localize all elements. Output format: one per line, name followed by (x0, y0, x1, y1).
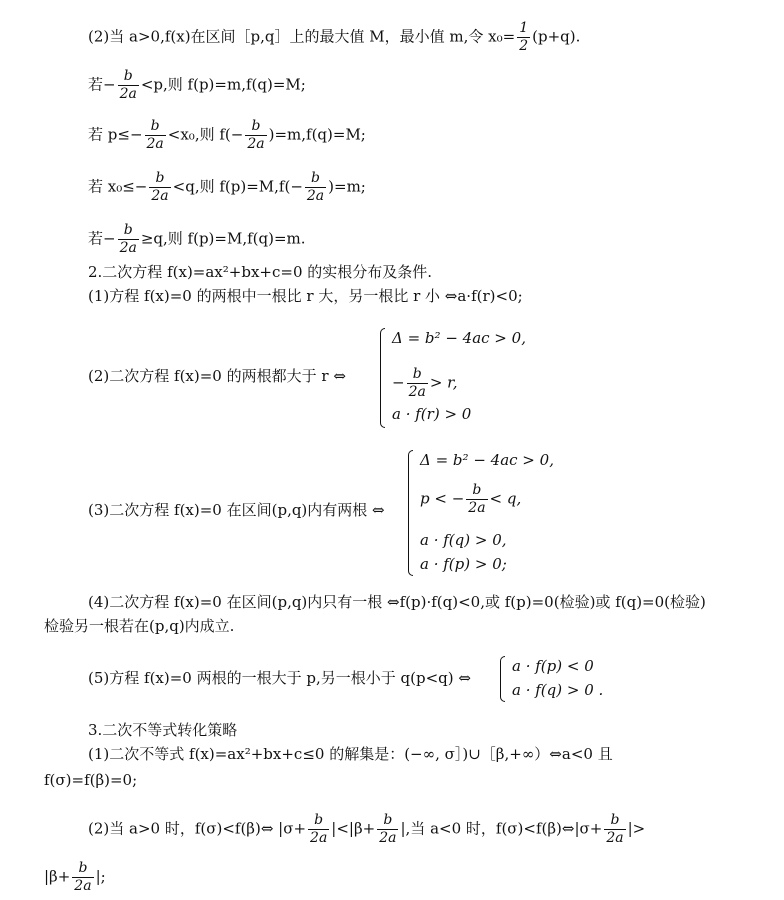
system-5: a · f(p) < 0 a · f(q) > 0 . (500, 654, 620, 704)
fraction-b-2a: $\frac{b}{2a}$ (310, 812, 328, 846)
line-15: |β+ $\frac{b}{2a}$ |; (44, 860, 106, 894)
line-13b: f(σ)=f(β)=0; (44, 771, 138, 789)
system-2: Δ = b² − 4ac > 0, − $\frac{b}{2a}$ > r, a · f(r) > 0 (380, 326, 560, 430)
fraction-b-2a: $\frac{b}{2a}$ (119, 222, 137, 256)
section-heading-3: 3.二次不等式转化策略 (88, 721, 238, 739)
fraction-half: $\frac{1}{2}$ (519, 20, 529, 54)
line-9: (3)二次方程 f(x)=0 在区间(p,q)内有两根 ⇔ (88, 501, 385, 519)
brace (380, 328, 385, 428)
fraction-b-2a: $\frac{b}{2a}$ (151, 170, 169, 204)
fraction-b-2a: $\frac{b}{2a}$ (146, 118, 164, 152)
fraction-b-2a: $\frac{b}{2a}$ (119, 68, 137, 102)
fraction-b-2a: $\frac{b}{2a}$ (306, 170, 325, 204)
line-2: 若− $\frac{b}{2a}$ <p,则 f(p)=m,f(q)=M; (88, 68, 306, 102)
system-3: Δ = b² − 4ac > 0, p < − $\frac{b}{2a}$ < q, a · f(q) > 0, a · f(p) > 0; (408, 448, 588, 578)
brace (500, 656, 505, 702)
line-10a: (4)二次方程 f(x)=0 在区间(p,q)内只有一根 ⇔f(p)·f(q)<0,或 f(p)=0(检验)或 f(q)=0(检验) (88, 593, 706, 611)
fraction-b-2a: $\frac{b}{2a}$ (468, 482, 486, 516)
line-3: 若 p≤− $\frac{b}{2a}$ <x₀,则 f(− $\frac{b}{2a}$ )=m,f(q)=M; (88, 118, 366, 152)
line-14: (2)当 a>0 时，f(σ)<f(β)⇔ |σ+ $\frac{b}{2a}$ |<|β+ $\frac{b}{2a}$ |,当 a<0 时，f(σ)<f(β)⇔|σ+ $\frac{b}{2a}$ |> (88, 812, 646, 846)
fraction-b-2a: $\frac{b}{2a}$ (247, 118, 265, 152)
section-heading-2: 2.二次方程 f(x)=ax²+bx+c=0 的实根分布及条件. (88, 263, 433, 281)
line-11: (5)方程 f(x)=0 两根的一根大于 p,另一根小于 q(p<q) ⇔ (88, 669, 471, 687)
brace (408, 450, 413, 576)
fraction-b-2a: $\frac{b}{2a}$ (379, 812, 397, 846)
fraction-b-2a: $\frac{b}{2a}$ (606, 812, 624, 846)
line-10b: 检验另一根若在(p,q)内成立. (44, 617, 235, 635)
fraction-b-2a: $\frac{b}{2a}$ (408, 366, 426, 400)
line-8: (2)二次方程 f(x)=0 的两根都大于 r ⇔ (88, 367, 346, 385)
line-7: (1)方程 f(x)=0 的两根中一根比 r 大，另一根比 r 小 ⇔a·f(r)<0; (88, 287, 523, 305)
line-4: 若 x₀≤− $\frac{b}{2a}$ <q,则 f(p)=M,f(− $\frac{b}{2a}$ )=m; (88, 170, 366, 204)
line-1: (2)当 a>0,f(x)在区间［p,q］上的最大值 M，最小值 m,令 x₀= $\frac{1}{2}$ (p+q). (88, 20, 581, 54)
line-13a: (1)二次不等式 f(x)=ax²+bx+c≤0 的解集是：(−∞, σ］)∪［β,+∞）⇔a<0 且 (88, 745, 613, 763)
fraction-b-2a: $\frac{b}{2a}$ (74, 860, 92, 894)
line-5: 若− $\frac{b}{2a}$ ≥q,则 f(p)=M,f(q)=m. (88, 222, 306, 256)
